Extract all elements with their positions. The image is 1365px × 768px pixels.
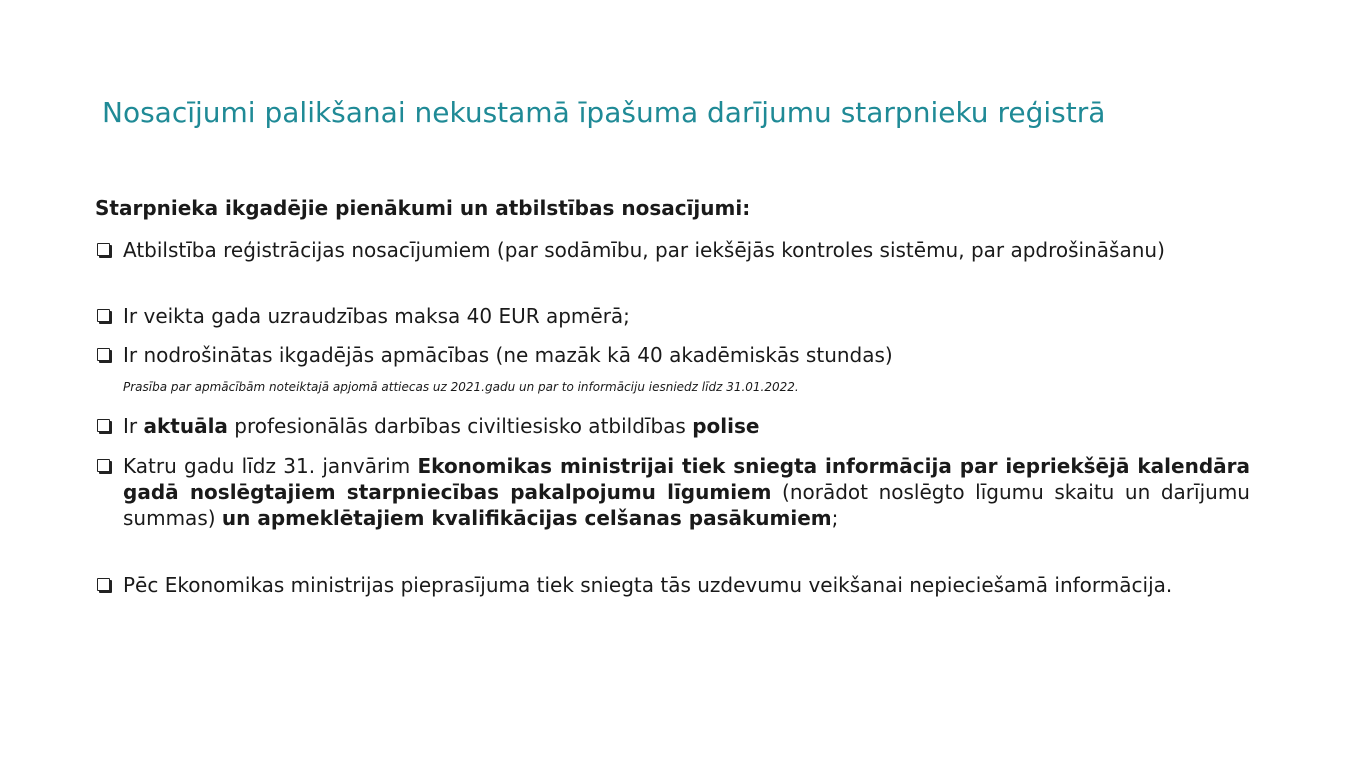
section-subheading: Starpnieka ikgadējie pienākumi un atbilstības nosacījumi: (95, 196, 751, 220)
checkbox-bullet-icon (95, 453, 123, 479)
checkbox-bullet-icon (95, 572, 123, 598)
list-item (95, 342, 1250, 368)
text-segment: Katru gadu līdz 31. janvārim (123, 454, 418, 478)
list-item (95, 413, 1250, 439)
text-segment: (norādot noslēgto līgumu skaitu un darījumu summas) (123, 480, 1250, 530)
text-segment: ; (831, 506, 839, 530)
list-item (95, 237, 1250, 263)
list-item-text: Ir nodrošinātas ikgadējās apmācības (ne mazāk kā 40 akadēmiskās stundas) (123, 343, 893, 367)
text-segment: Ir (123, 414, 144, 438)
list-item-text: Ir veikta gada uzraudzības maksa 40 EUR apmērā; (123, 304, 630, 328)
list-item (95, 303, 1250, 329)
list-item-text: Pēc Ekonomikas ministrijas pieprasījuma tiek sniegta tās uzdevumu veikšanai nepieciešamā informācija. (123, 573, 1173, 597)
emphasis-text: Ekonomikas ministrijai tiek sniegta informācija par iepriekšējā kalendāra gadā noslēgtajiem starpniecības pakalpojumu līgumiem (123, 454, 1250, 504)
checkbox-bullet-icon (95, 342, 123, 368)
text-segment: profesionālās darbības civiltiesisko atbildības (227, 414, 693, 438)
list-item-text (123, 453, 1250, 531)
footnote: Prasība par apmācībām noteiktajā apjomā attiecas uz 2021.gadu un par to informāciju iesniedz līdz 31.01.2022. (123, 380, 799, 394)
emphasis-text: un apmeklētajiem kvalifikācijas celšanas pasākumiem (221, 506, 832, 530)
slide-title: Nosacījumi palikšanai nekustamā īpašuma darījumu starpnieku reģistrā (102, 96, 1106, 129)
checkbox-bullet-icon (95, 413, 123, 439)
emphasis-text: polise (692, 414, 760, 438)
list-item-text: Atbilstība reģistrācijas nosacījumiem (par sodāmību, par iekšējās kontroles sistēmu, par apdrošināšanu) (123, 238, 1165, 262)
list-item-text (123, 413, 1250, 439)
list-item (95, 572, 1250, 598)
checkbox-bullet-icon (95, 303, 123, 329)
emphasis-text: aktuāla (143, 414, 228, 438)
list-item (95, 453, 1250, 531)
checkbox-bullet-icon (95, 237, 123, 263)
